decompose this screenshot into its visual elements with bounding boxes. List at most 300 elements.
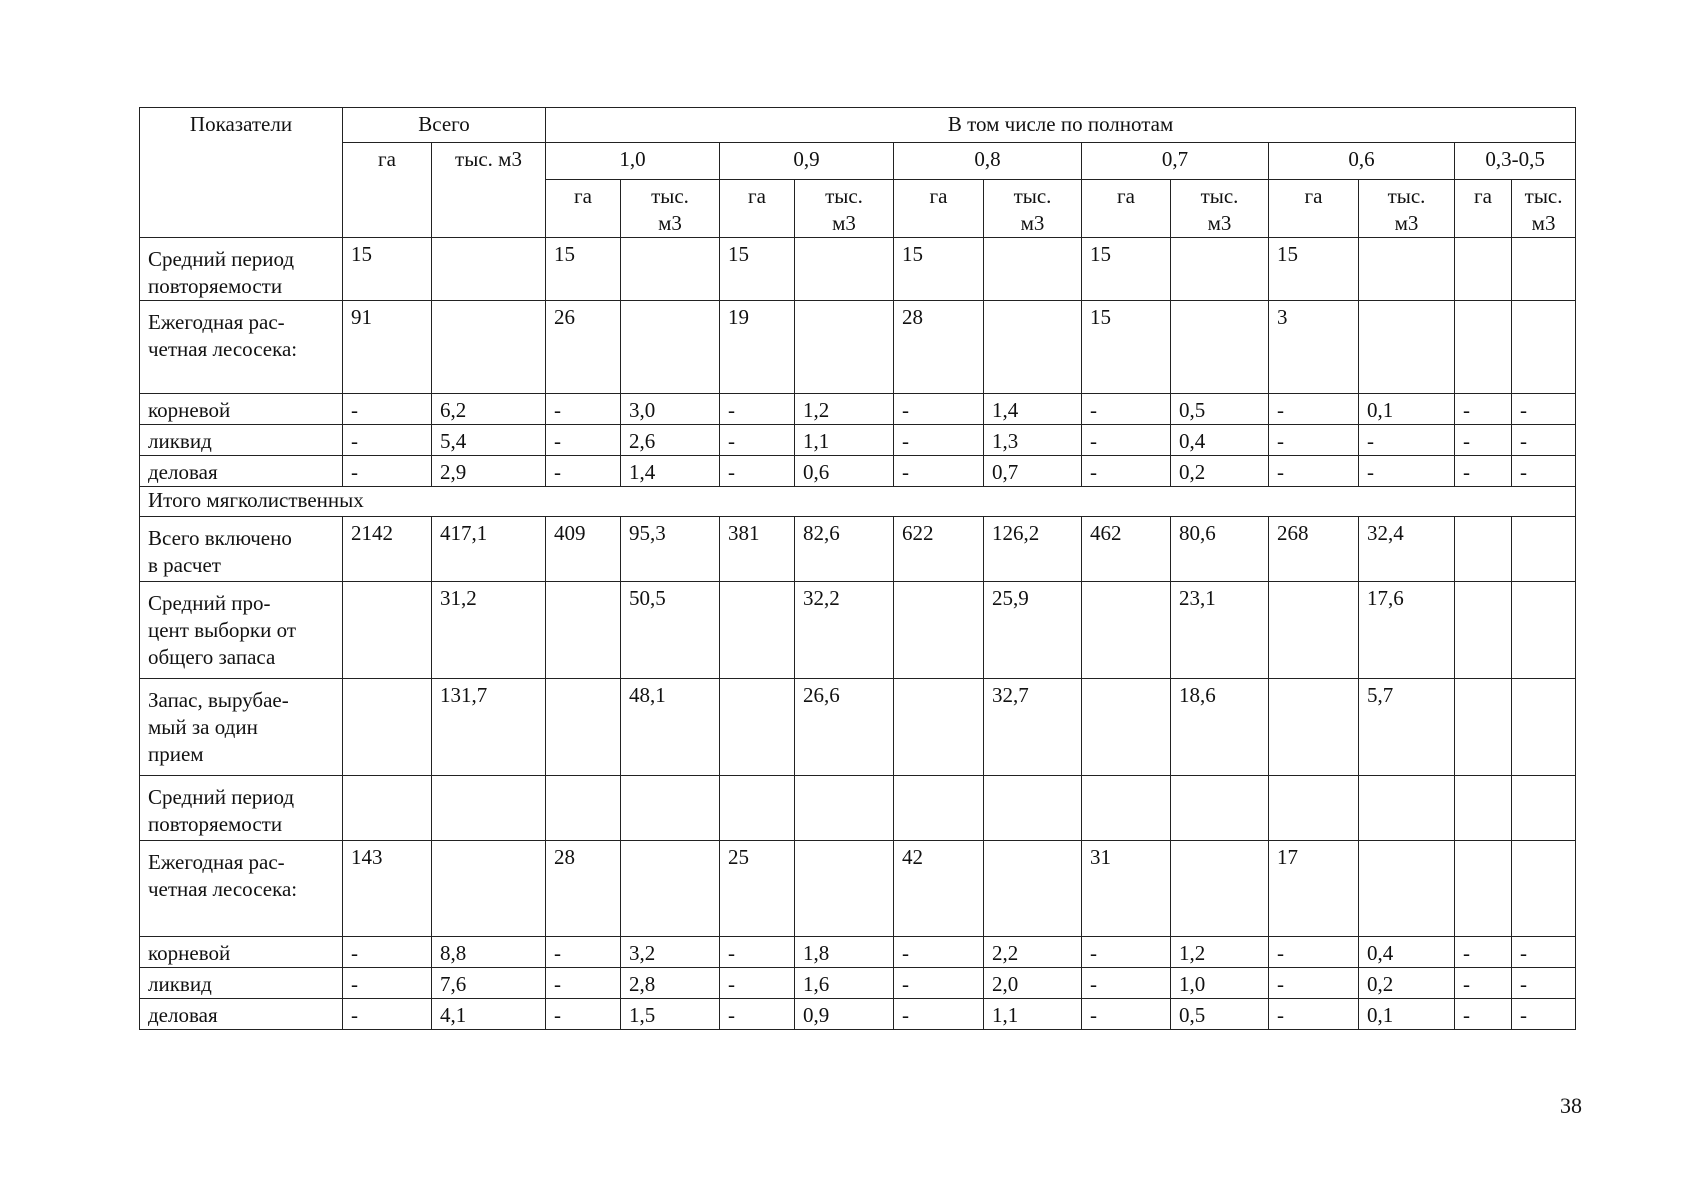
cell-text: 0,4 <box>1179 429 1206 453</box>
row-label-line: ликвид <box>148 972 212 996</box>
table-cell <box>984 841 1082 937</box>
table-cell <box>1359 301 1455 394</box>
cell-text: - <box>728 941 735 965</box>
row-label <box>140 238 343 301</box>
row-label-line: общего запаса <box>148 645 276 669</box>
header-th-m3 <box>621 180 720 238</box>
table-cell <box>894 425 984 456</box>
header-th-m3 <box>984 180 1082 238</box>
table-cell <box>343 517 432 582</box>
cell-text: 2,8 <box>629 972 656 996</box>
table-cell <box>432 776 546 841</box>
table-cell <box>621 968 720 999</box>
cell-text: 5,4 <box>440 429 467 453</box>
header-ha <box>894 180 984 238</box>
table-cell <box>1359 238 1455 301</box>
cell-text: 15 <box>1090 305 1111 329</box>
cell-text: 0,7 <box>992 460 1019 484</box>
table-cell <box>1512 301 1576 394</box>
table-cell <box>1455 776 1512 841</box>
cell-text: - <box>902 429 909 453</box>
table-cell <box>1512 776 1576 841</box>
table-cell <box>984 238 1082 301</box>
table-cell <box>546 394 621 425</box>
row-label-line: ликвид <box>148 429 212 453</box>
cell-text: - <box>728 398 735 422</box>
table-cell <box>984 937 1082 968</box>
row-label <box>140 968 343 999</box>
cell-text: га <box>378 147 396 171</box>
row-label-line: Запас, вырубае- <box>148 688 289 712</box>
cell-text: 1,0 <box>619 147 646 171</box>
table-cell <box>343 776 432 841</box>
row-label-line: мый за один <box>148 715 258 739</box>
cell-text: - <box>554 972 561 996</box>
cell-text: 2,6 <box>629 429 656 453</box>
row-label-line: корневой <box>148 398 231 422</box>
table-cell <box>1171 776 1269 841</box>
cell-text: 143 <box>351 845 383 869</box>
table-cell <box>984 999 1082 1030</box>
table-row <box>140 517 1576 582</box>
table-cell <box>432 238 546 301</box>
cell-text: - <box>1277 1003 1284 1027</box>
table-cell <box>894 456 984 487</box>
table-cell <box>1512 425 1576 456</box>
table-cell <box>546 937 621 968</box>
forest-felling-table <box>139 107 1576 1030</box>
table-cell <box>795 582 894 679</box>
row-label-line: деловая <box>148 460 218 484</box>
cell-text: - <box>351 972 358 996</box>
cell-text: - <box>902 460 909 484</box>
table-cell <box>621 456 720 487</box>
table-cell <box>432 301 546 394</box>
table-cell <box>1171 841 1269 937</box>
cell-text: 1,4 <box>992 398 1019 422</box>
section-row <box>140 487 1576 517</box>
table-cell <box>432 999 546 1030</box>
cell-text: - <box>351 429 358 453</box>
table-cell <box>894 841 984 937</box>
header-row <box>140 108 1576 143</box>
cell-text: 1,2 <box>1179 941 1206 965</box>
cell-text: - <box>1520 972 1527 996</box>
cell-text: 0,6 <box>803 460 830 484</box>
header-ha <box>546 180 621 238</box>
row-label <box>140 937 343 968</box>
table-cell <box>1082 425 1171 456</box>
row-label-line: повторяемости <box>148 812 283 836</box>
table-row <box>140 582 1576 679</box>
cell-text: - <box>902 398 909 422</box>
table-cell <box>795 456 894 487</box>
cell-text: тыс. м3 <box>455 147 522 171</box>
table-cell <box>1512 841 1576 937</box>
cell-text: - <box>1277 941 1284 965</box>
cell-text: 91 <box>351 305 372 329</box>
cell-text: 6,2 <box>440 398 467 422</box>
cell-text: 25 <box>728 845 749 869</box>
cell-text: тыс. <box>825 184 863 208</box>
table-cell <box>1171 456 1269 487</box>
cell-text: - <box>1463 460 1470 484</box>
cell-text: 19 <box>728 305 749 329</box>
cell-text: 417,1 <box>440 521 488 545</box>
cell-text: - <box>1520 941 1527 965</box>
table-row <box>140 301 1576 394</box>
table-cell <box>343 238 432 301</box>
table-cell <box>343 394 432 425</box>
table-cell <box>432 517 546 582</box>
table-cell <box>1082 517 1171 582</box>
cell-text: - <box>1463 429 1470 453</box>
row-label <box>140 456 343 487</box>
table-cell <box>795 937 894 968</box>
table-cell <box>546 517 621 582</box>
table-cell <box>795 301 894 394</box>
cell-text: 0,1 <box>1367 398 1394 422</box>
row-label <box>140 679 343 776</box>
row-label-line: в расчет <box>148 553 221 577</box>
table-cell <box>432 841 546 937</box>
table-cell <box>1455 841 1512 937</box>
cell-text: - <box>1277 972 1284 996</box>
table-cell <box>343 999 432 1030</box>
table-cell <box>1269 394 1359 425</box>
cell-text: 80,6 <box>1179 521 1216 545</box>
cell-text: - <box>728 460 735 484</box>
table-cell <box>1082 238 1171 301</box>
table-cell <box>546 238 621 301</box>
cell-text: - <box>1463 972 1470 996</box>
cell-text: 5,7 <box>1367 683 1394 707</box>
cell-text: 462 <box>1090 521 1122 545</box>
cell-text: - <box>1090 398 1097 422</box>
table-cell <box>1359 776 1455 841</box>
cell-text: 1,4 <box>629 460 656 484</box>
table-cell <box>343 679 432 776</box>
row-label-line: Ежегодная рас- <box>148 850 285 874</box>
table-cell <box>1082 968 1171 999</box>
table-cell <box>720 841 795 937</box>
table-cell <box>343 937 432 968</box>
cell-text: 15 <box>554 242 575 266</box>
table-cell <box>1359 841 1455 937</box>
cell-text: га <box>929 184 948 208</box>
table-cell <box>984 776 1082 841</box>
header-density <box>894 143 1082 180</box>
cell-text: 0,5 <box>1179 1003 1206 1027</box>
row-label-line: Средний период <box>148 247 295 271</box>
table-cell <box>984 582 1082 679</box>
table-cell <box>546 456 621 487</box>
cell-text: - <box>728 429 735 453</box>
table-cell <box>621 776 720 841</box>
row-label-line: цент выборки от <box>148 618 297 642</box>
table-cell <box>894 238 984 301</box>
cell-text: 1,6 <box>803 972 830 996</box>
cell-text: - <box>1463 941 1470 965</box>
table-row <box>140 679 1576 776</box>
table-cell <box>343 582 432 679</box>
table-row <box>140 456 1576 487</box>
cell-text: - <box>1090 972 1097 996</box>
cell-text: 0,8 <box>974 147 1001 171</box>
table-cell <box>546 582 621 679</box>
cell-text: - <box>554 429 561 453</box>
table-cell <box>621 301 720 394</box>
table-cell <box>1455 394 1512 425</box>
cell-text: 25,9 <box>992 586 1029 610</box>
table-row <box>140 394 1576 425</box>
table-cell <box>546 841 621 937</box>
page-number: 38 <box>1560 1093 1582 1118</box>
cell-text: га <box>1474 184 1492 208</box>
row-label-line: повторяемости <box>148 274 283 298</box>
table-cell <box>720 776 795 841</box>
cell-text: м3 <box>1394 211 1419 235</box>
table-cell <box>343 456 432 487</box>
table-row <box>140 968 1576 999</box>
cell-text: 131,7 <box>440 683 488 707</box>
table-cell <box>795 776 894 841</box>
cell-text: 15 <box>728 242 749 266</box>
table-cell <box>795 968 894 999</box>
cell-text: м3 <box>1531 211 1556 235</box>
table-cell <box>984 517 1082 582</box>
header-density <box>1082 143 1269 180</box>
cell-text: 42 <box>902 845 923 869</box>
table-cell <box>720 937 795 968</box>
table-cell <box>546 776 621 841</box>
table-cell <box>1269 841 1359 937</box>
cell-text: 4,1 <box>440 1003 467 1027</box>
table-cell <box>720 456 795 487</box>
cell-text: тыс. <box>1013 184 1052 208</box>
cell-text: - <box>1090 1003 1097 1027</box>
table-row <box>140 238 1576 301</box>
cell-text: Итого мягколиственных <box>148 488 364 512</box>
cell-text: 28 <box>554 845 575 869</box>
table-cell <box>1455 968 1512 999</box>
row-label-line: Средний про- <box>148 591 271 615</box>
row-label-line: четная лесосека: <box>148 337 298 361</box>
cell-text: 126,2 <box>992 521 1040 545</box>
cell-text: 1,0 <box>1179 972 1206 996</box>
header-ha <box>1269 180 1359 238</box>
row-label <box>140 425 343 456</box>
cell-text: 0,2 <box>1367 972 1394 996</box>
header-th-m3 <box>795 180 894 238</box>
cell-text: - <box>351 941 358 965</box>
cell-text: - <box>902 1003 909 1027</box>
header-th-m3 <box>1171 180 1269 238</box>
table-cell <box>1359 456 1455 487</box>
cell-text: 31,2 <box>440 586 477 610</box>
table-cell <box>795 238 894 301</box>
header-total-ha <box>343 143 432 238</box>
table-cell <box>1171 238 1269 301</box>
table-cell <box>894 679 984 776</box>
table-cell <box>894 937 984 968</box>
table-cell <box>1512 999 1576 1030</box>
table-cell <box>720 301 795 394</box>
cell-text: - <box>1090 460 1097 484</box>
cell-text: 2,0 <box>992 972 1019 996</box>
cell-text: 28 <box>902 305 923 329</box>
row-label <box>140 517 343 582</box>
table-cell <box>621 238 720 301</box>
table-cell <box>621 679 720 776</box>
table-cell <box>1269 425 1359 456</box>
table-cell <box>1171 679 1269 776</box>
table-cell <box>795 841 894 937</box>
table-cell <box>894 517 984 582</box>
cell-text: - <box>1463 398 1470 422</box>
table-cell <box>1455 937 1512 968</box>
table-cell <box>1082 937 1171 968</box>
table-cell <box>621 999 720 1030</box>
cell-text: - <box>1277 398 1284 422</box>
cell-text: - <box>554 1003 561 1027</box>
table-cell <box>1512 582 1576 679</box>
cell-text: 32,2 <box>803 586 840 610</box>
header-th-m3 <box>1512 180 1576 238</box>
cell-text: тыс. <box>1387 184 1426 208</box>
table-cell <box>1171 425 1269 456</box>
cell-text: м3 <box>832 211 856 235</box>
cell-text: м3 <box>658 211 682 235</box>
cell-text: - <box>1090 429 1097 453</box>
row-label <box>140 776 343 841</box>
cell-text: 15 <box>1277 242 1298 266</box>
table-cell <box>546 968 621 999</box>
table-cell <box>1269 238 1359 301</box>
cell-text: - <box>902 972 909 996</box>
cell-text: 26,6 <box>803 683 840 707</box>
cell-text: - <box>1277 460 1284 484</box>
table-cell <box>894 776 984 841</box>
cell-text: 1,2 <box>803 398 830 422</box>
table-cell <box>984 301 1082 394</box>
cell-text: - <box>1090 941 1097 965</box>
table-cell <box>432 394 546 425</box>
cell-text: 0,2 <box>1179 460 1206 484</box>
cell-text: 23,1 <box>1179 586 1216 610</box>
table-cell <box>1512 937 1576 968</box>
cell-text: м3 <box>1020 211 1045 235</box>
cell-text: 622 <box>902 521 934 545</box>
table-cell <box>1082 841 1171 937</box>
cell-text: - <box>1520 398 1527 422</box>
table-cell <box>795 999 894 1030</box>
table-cell <box>720 679 795 776</box>
table-cell <box>621 582 720 679</box>
cell-text: 0,5 <box>1179 398 1206 422</box>
row-label <box>140 301 343 394</box>
table-row <box>140 425 1576 456</box>
table-cell <box>1455 679 1512 776</box>
header-indicators <box>140 108 343 238</box>
table-cell <box>1359 937 1455 968</box>
table-cell <box>1512 517 1576 582</box>
cell-text: 0,9 <box>803 1003 830 1027</box>
table-cell <box>795 425 894 456</box>
table-cell <box>1171 999 1269 1030</box>
cell-text: м3 <box>1207 211 1232 235</box>
table-cell <box>984 456 1082 487</box>
cell-text: - <box>1463 1003 1470 1027</box>
cell-text: 26 <box>554 305 575 329</box>
table-row <box>140 999 1576 1030</box>
table-cell <box>1455 238 1512 301</box>
header-total <box>343 108 546 143</box>
table-cell <box>894 968 984 999</box>
table-cell <box>720 394 795 425</box>
cell-text: 15 <box>351 242 372 266</box>
table-cell <box>1171 394 1269 425</box>
table-cell <box>720 425 795 456</box>
cell-text: - <box>1367 429 1374 453</box>
table-cell <box>984 394 1082 425</box>
table-cell <box>432 679 546 776</box>
row-label-line: Средний период <box>148 785 295 809</box>
table-cell <box>1359 582 1455 679</box>
table-cell <box>1082 679 1171 776</box>
table-cell <box>984 425 1082 456</box>
table-cell <box>1171 517 1269 582</box>
cell-text: га <box>1304 184 1323 208</box>
row-label-line: деловая <box>148 1003 218 1027</box>
cell-text: 32,4 <box>1367 521 1404 545</box>
table-cell <box>546 679 621 776</box>
table-cell <box>1269 999 1359 1030</box>
table-cell <box>432 456 546 487</box>
table-cell <box>1455 425 1512 456</box>
table-cell <box>1512 679 1576 776</box>
table-cell <box>546 999 621 1030</box>
table-cell <box>432 582 546 679</box>
table-cell <box>621 394 720 425</box>
header-row <box>140 143 1576 180</box>
table-cell <box>894 394 984 425</box>
table-cell <box>1082 301 1171 394</box>
table-cell <box>1269 968 1359 999</box>
cell-text: - <box>1520 429 1527 453</box>
cell-text: - <box>351 1003 358 1027</box>
table-cell <box>1359 425 1455 456</box>
table-cell <box>1269 517 1359 582</box>
table-cell <box>894 999 984 1030</box>
cell-text: 31 <box>1090 845 1111 869</box>
table-cell <box>1082 582 1171 679</box>
cell-text: 1,8 <box>803 941 830 965</box>
row-label <box>140 841 343 937</box>
cell-text: - <box>351 460 358 484</box>
table-cell <box>1082 776 1171 841</box>
row-label-line: Ежегодная рас- <box>148 310 285 334</box>
table-cell <box>432 937 546 968</box>
table-cell <box>621 425 720 456</box>
row-label-line: четная лесосека: <box>148 877 298 901</box>
cell-text: - <box>1367 460 1374 484</box>
table-cell <box>1455 582 1512 679</box>
table-cell <box>621 841 720 937</box>
table-cell <box>1171 968 1269 999</box>
cell-text: 1,5 <box>629 1003 656 1027</box>
cell-text: 2,9 <box>440 460 467 484</box>
